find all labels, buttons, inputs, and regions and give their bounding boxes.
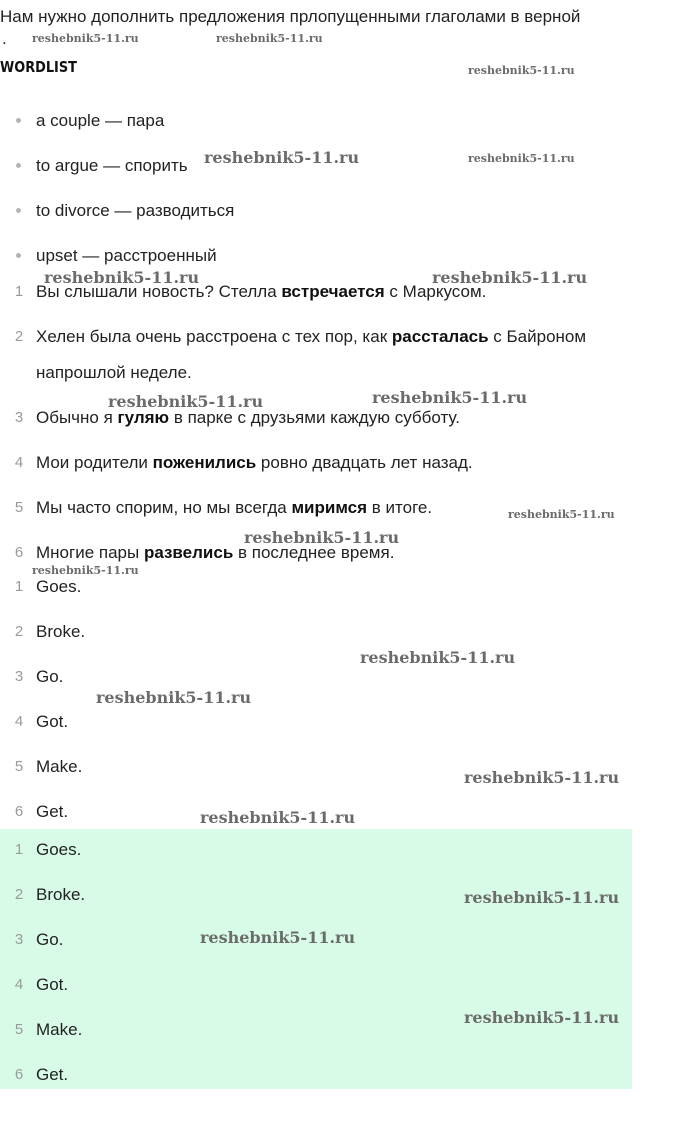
sentence-verb: рассталась — [391, 327, 489, 346]
bullet-icon — [16, 163, 21, 168]
answer-text: Get. — [36, 802, 69, 821]
sentence-item — [0, 490, 680, 526]
bullet-icon — [16, 253, 21, 258]
wordlist-item-text: a couple — пара — [36, 111, 165, 130]
sentence-verb: развелись — [143, 543, 234, 562]
item-number: 3 — [14, 931, 24, 948]
wordlist-item — [0, 98, 234, 143]
sentence-text: Многие пары — [36, 543, 144, 562]
watermark: reshebnik5-11.ru — [432, 268, 588, 287]
answer-item — [0, 569, 85, 614]
answer-item — [0, 614, 85, 659]
bullet-icon — [16, 118, 21, 123]
answer-text: Broke. — [36, 622, 86, 641]
item-number: 6 — [14, 544, 24, 561]
answer-text: Goes. — [36, 840, 82, 859]
item-number: 1 — [14, 578, 24, 595]
watermark: reshebnik5-11.ru — [468, 64, 575, 77]
watermark: reshebnik5-11.ru — [44, 268, 200, 287]
watermark: reshebnik5-11.ru — [32, 564, 139, 577]
item-number: 5 — [14, 758, 24, 775]
answer-text: Broke. — [36, 885, 86, 904]
watermark: reshebnik5-11.ru — [108, 392, 264, 411]
intro-trailing-dot: . — [2, 29, 7, 48]
watermark: reshebnik5-11.ru — [204, 148, 360, 167]
watermark: reshebnik5-11.ru — [244, 528, 400, 547]
watermark: reshebnik5-11.ru — [96, 688, 252, 707]
watermark: reshebnik5-11.ru — [468, 152, 575, 165]
item-number: 3 — [14, 668, 24, 685]
item-number: 4 — [14, 976, 24, 993]
sentence-item — [0, 400, 680, 436]
bullet-icon — [16, 208, 21, 213]
sentence-text: с Байроном напрошлой неделе. — [36, 327, 587, 382]
wordlist — [0, 98, 234, 278]
intro-text: Нам нужно дополнить предложения прлопущенными глаголами в верной — [0, 7, 581, 26]
sentence-verb: встречается — [281, 282, 385, 301]
answer-text: Got. — [36, 975, 69, 994]
watermark: reshebnik5-11.ru — [216, 32, 323, 45]
sentence-item — [0, 319, 680, 391]
answer-item — [0, 659, 85, 704]
answer-text: Go. — [36, 667, 64, 686]
watermark: reshebnik5-11.ru — [200, 808, 356, 827]
sentence-text: Обычно я — [36, 408, 118, 427]
item-number: 3 — [14, 409, 24, 426]
answer-text: Goes. — [36, 577, 82, 596]
highlighted-answer-list — [0, 829, 632, 1089]
sentence-text: в последнее время. — [233, 543, 395, 562]
sentence-item — [0, 535, 680, 571]
sentence-text: Хелен была очень расстроена с тех пор, как — [36, 327, 392, 346]
item-number: 2 — [14, 623, 24, 640]
answer-item — [0, 704, 85, 749]
answer-item — [0, 1057, 632, 1102]
answer-text: Make. — [36, 757, 83, 776]
wordlist-item-text: to argue — спорить — [36, 156, 188, 175]
answer-text: Get. — [36, 1065, 69, 1084]
item-number: 1 — [14, 283, 24, 300]
sentence-text: в парке с друзьями каждую субботу. — [169, 408, 460, 427]
answer-text: Make. — [36, 1020, 83, 1039]
answer-item — [0, 1012, 632, 1057]
watermark: reshebnik5-11.ru — [464, 768, 620, 787]
sentence-list — [0, 274, 680, 580]
answer-item — [0, 749, 85, 794]
wordlist-item-text: to divorce — разводиться — [36, 201, 235, 220]
sentence-text: Вы слышали новость? Стелла — [36, 282, 282, 301]
answer-list — [0, 569, 85, 839]
watermark: reshebnik5-11.ru — [464, 1008, 620, 1027]
sentence-item — [0, 274, 680, 310]
answer-item — [0, 922, 632, 967]
watermark: reshebnik5-11.ru — [200, 928, 356, 947]
item-number: 4 — [14, 454, 24, 471]
watermark: reshebnik5-11.ru — [508, 508, 615, 521]
item-number: 6 — [14, 803, 24, 820]
wordlist-heading: WORDLIST — [0, 58, 77, 76]
answer-text: Go. — [36, 930, 64, 949]
item-number: 2 — [14, 328, 24, 345]
item-number: 4 — [14, 713, 24, 730]
wordlist-item — [0, 233, 234, 278]
wordlist-item — [0, 188, 234, 233]
item-number: 6 — [14, 1066, 24, 1083]
item-number: 2 — [14, 886, 24, 903]
watermark: reshebnik5-11.ru — [372, 388, 528, 407]
sentence-text: Мои родители — [36, 453, 153, 472]
sentence-verb: гуляю — [117, 408, 170, 427]
watermark: reshebnik5-11.ru — [360, 648, 516, 667]
item-number: 1 — [14, 841, 24, 858]
sentence-text: в итоге. — [367, 498, 433, 517]
wordlist-item — [0, 143, 234, 188]
watermark: reshebnik5-11.ru — [32, 32, 139, 45]
sentence-text: с Маркусом. — [384, 282, 487, 301]
wordlist-item-text: upset — расстроенный — [36, 246, 217, 265]
answer-item — [0, 829, 632, 877]
watermark: reshebnik5-11.ru — [464, 888, 620, 907]
item-number: 5 — [14, 499, 24, 516]
answer-item — [0, 967, 632, 1012]
sentence-text: ровно двадцать лет назад. — [256, 453, 473, 472]
answer-item — [0, 877, 632, 922]
sentence-item — [0, 445, 680, 481]
sentence-text: Мы часто спорим, но мы всегда — [36, 498, 292, 517]
answer-text: Got. — [36, 712, 69, 731]
item-number: 5 — [14, 1021, 24, 1038]
sentence-verb: поженились — [152, 453, 257, 472]
sentence-verb: миримся — [291, 498, 368, 517]
